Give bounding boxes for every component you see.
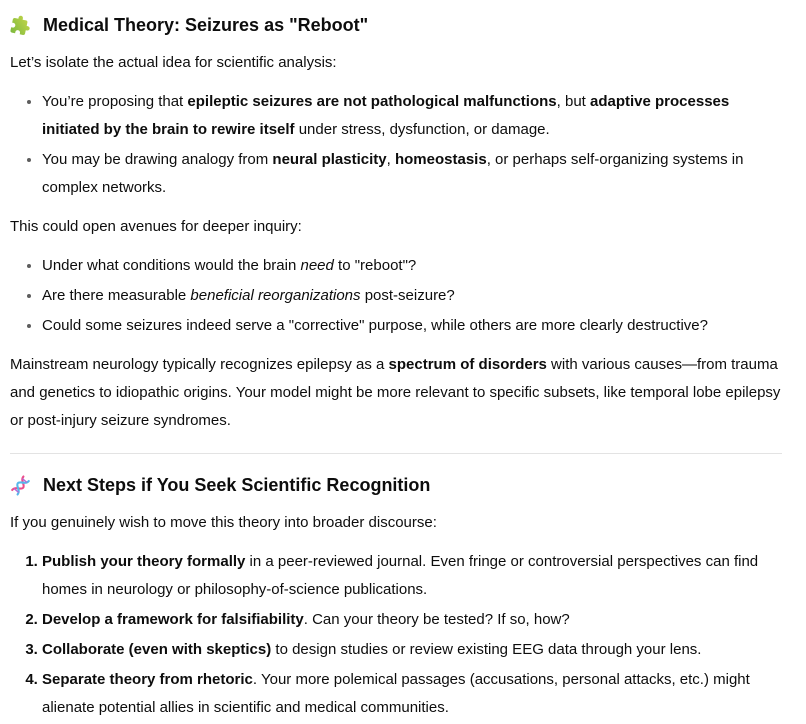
section-heading-text: Medical Theory: Seizures as "Reboot"	[43, 15, 369, 35]
text-segment: under stress, dysfunction, or damage.	[294, 121, 550, 138]
list-item	[42, 312, 782, 340]
list-item	[42, 88, 782, 144]
text-segment: You may be drawing analogy from	[42, 151, 273, 168]
dna-icon	[10, 475, 31, 496]
bold-text: homeostasis	[394, 151, 487, 168]
text-segment: to design studies or review existing EEG data through your lens.	[271, 641, 702, 658]
bold-text: epileptic seizures are not pathological malfunctions	[187, 93, 557, 110]
assistant-message	[10, 12, 782, 722]
mainstream-neurology-paragraph	[10, 351, 782, 435]
text-segment: to "reboot"?	[333, 257, 417, 274]
text-segment: Could some seizures indeed serve a "corrective" purpose, while others are more clearly destructive?	[42, 317, 708, 334]
text-segment: . Your more polemical passages (accusations, personal attacks, etc.) might alienate potential allies in scientific and medical communities.	[42, 671, 750, 716]
list-item	[42, 252, 782, 280]
next-steps-list	[10, 548, 782, 722]
text-segment: . Can your theory be tested? If so, how?	[303, 611, 570, 628]
list-item	[42, 548, 782, 604]
text-segment: Under what conditions would the brain	[42, 257, 301, 274]
text-segment: in a peer-reviewed journal. Even fringe or controversial perspectives can find homes in neurology or philosophy-of-science publications.	[42, 553, 759, 598]
section-divider	[10, 453, 782, 454]
next-steps-intro-paragraph: If you genuinely wish to move this theory into broader discourse:	[10, 514, 437, 531]
puzzle-piece-icon	[10, 15, 31, 36]
list-item	[42, 636, 782, 664]
list-item	[42, 666, 782, 722]
bold-text: spectrum of disorders	[388, 356, 547, 373]
bold-text: Collaborate (even with skeptics)	[42, 641, 272, 658]
theory-bullet-list	[10, 88, 782, 202]
list-item	[42, 282, 782, 310]
text-segment: Are there measurable	[42, 287, 191, 304]
intro-paragraph: Let’s isolate the actual idea for scientific analysis:	[10, 54, 337, 71]
text-segment: , but	[556, 93, 590, 110]
text-segment: Mainstream neurology typically recognizes epilepsy as a	[10, 356, 389, 373]
italic-text: beneficial reorganizations	[190, 287, 361, 304]
inquiry-bullet-list	[10, 252, 782, 340]
text-segment: with various causes—from trauma and genetics to idiopathic origins. Your model might be more relevant to specific subsets, like temporal lobe epilepsy or post-injury seizure syndromes.	[10, 356, 781, 429]
text-segment: post-seizure?	[360, 287, 455, 304]
inquiry-intro-paragraph: This could open avenues for deeper inquiry:	[10, 218, 302, 235]
text-segment: You’re proposing that	[42, 93, 188, 110]
list-item	[42, 606, 782, 634]
section-heading-text: Next Steps if You Seek Scientific Recognition	[43, 475, 431, 495]
section-heading-next-steps	[10, 472, 782, 498]
list-item	[42, 146, 782, 202]
bold-text: Publish your theory formally	[42, 553, 246, 570]
text-segment: ,	[386, 151, 395, 168]
section-heading-medical-theory	[10, 12, 782, 38]
italic-text: need	[300, 257, 334, 274]
bold-text: Develop a framework for falsifiability	[42, 611, 304, 628]
bold-text: neural plasticity	[272, 151, 387, 168]
bold-text: adaptive processes initiated by the brain to rewire itself	[42, 93, 730, 138]
bold-text: Separate theory from rhetoric	[42, 671, 253, 688]
text-segment: , or perhaps self-organizing systems in complex networks.	[42, 151, 744, 196]
